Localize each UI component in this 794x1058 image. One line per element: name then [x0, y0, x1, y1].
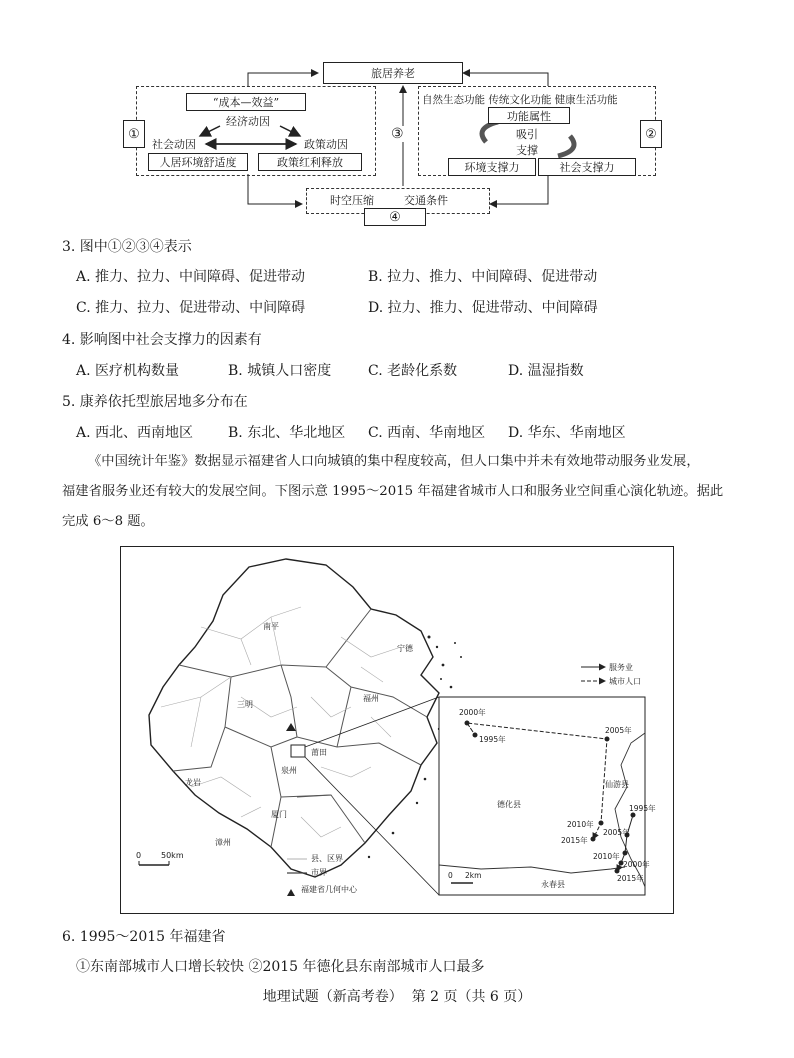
city-label-quanzhou: 泉州 [281, 766, 297, 775]
q3-option-d: D. 拉力、推力、促进带动、中间障碍 [368, 300, 598, 316]
svc-year-2005: 2005年 [603, 828, 630, 837]
legend-geometric-center: 福建省几何中心 [301, 885, 357, 894]
city-label-xiamen: 厦门 [271, 810, 287, 819]
marker-4: ④ [364, 208, 426, 226]
city-label-zhangzhou: 漳州 [215, 838, 231, 847]
q3-option-c: C. 推力、拉力、促进带动、中间障碍 [76, 300, 306, 316]
q4-option-c: C. 老龄化系数 [368, 363, 458, 379]
q4-option-d: D. 温湿指数 [508, 363, 584, 379]
q3-option-a: A. 推力、拉力、中间障碍、促进带动 [76, 269, 306, 285]
time-space-compression: 时空压缩 [330, 194, 374, 207]
question-6-stem: 6. 1995～2015 年福建省 [62, 929, 226, 945]
city-label-ningde: 宁德 [397, 644, 413, 653]
support-label: 支撑 [516, 144, 538, 157]
legend-county-boundary: 县、区界 [311, 854, 343, 863]
marker-1: ① [123, 120, 145, 148]
social-motive: 社会动因 [152, 138, 196, 151]
marker-3: ③ [391, 126, 404, 142]
social-support-box: 社会支撑力 [538, 158, 636, 176]
inset-county-dehua: 德化县 [497, 800, 521, 809]
legend-city-boundary: 市界 [311, 868, 327, 877]
top-box-tourism-elderly: 旅居养老 [323, 62, 463, 84]
policy-motive: 政策动因 [304, 138, 348, 151]
page-footer: 地理试题（新高考卷） 第 2 页（共 6 页） [262, 989, 532, 1005]
main-scale-50km: 50km [161, 851, 184, 860]
fujian-map-figure [120, 546, 674, 914]
q5-option-c: C. 西南、华南地区 [368, 425, 486, 441]
question-4-stem: 4. 影响图中社会支撑力的因素有 [62, 332, 262, 348]
q5-option-b: B. 东北、华北地区 [228, 425, 346, 441]
inset-legend-population: 城市人口 [609, 677, 641, 686]
q4-option-a: A. 医疗机构数量 [76, 363, 180, 379]
q5-option-a: A. 西北、西南地区 [76, 425, 194, 441]
city-label-putian: 莆田 [311, 748, 327, 757]
policy-dividend-box: 政策红利释放 [258, 153, 362, 171]
q5-option-d: D. 华东、华南地区 [508, 425, 626, 441]
pop-year-2000: 2000年 [459, 708, 486, 717]
pop-year-2015: 2015年 [561, 836, 588, 845]
passage-line-1: 《中国统计年鉴》数据显示福建省人口向城镇的集中程度较高，但人口集中并未有效地带动服务业发展， [88, 454, 700, 469]
svc-year-1995: 1995年 [629, 804, 656, 813]
main-scale-zero: 0 [136, 851, 142, 860]
passage-line-3: 完成 6～8 题。 [62, 514, 154, 529]
city-label-fuzhou: 福州 [363, 694, 379, 703]
functions-line: 自然生态功能 传统文化功能 健康生活功能 [422, 94, 618, 106]
q3-option-b: B. 拉力、推力、中间障碍、促进带动 [368, 269, 598, 285]
city-label-sanming: 三明 [237, 700, 253, 709]
pop-year-1995: 1995年 [479, 735, 506, 744]
passage-line-2: 福建省服务业还有较大的发展空间。下图示意 1995～2015 年福建省城市人口和服务业空间重心演化轨迹。据此 [62, 484, 724, 499]
economic-motive: 经济动因 [226, 115, 270, 128]
map-svg [121, 547, 673, 913]
inset-county-yongchun: 永春县 [541, 880, 565, 889]
q6-statements: ①东南部城市人口增长较快 ②2015 年德化县东南部城市人口最多 [76, 959, 485, 975]
cost-benefit-box: “成本—效益” [186, 93, 306, 111]
question-5-stem: 5. 康养依托型旅居地多分布在 [62, 394, 248, 410]
city-label-longyan: 龙岩 [185, 778, 201, 787]
comfort-box: 人居环境舒适度 [148, 153, 248, 171]
flow-diagram [118, 56, 678, 226]
inset-county-xianyou: 仙游县 [605, 780, 629, 789]
inset-scale-zero: 0 [448, 871, 453, 880]
svc-year-2010: 2010年 [593, 852, 620, 861]
attract-label: 吸引 [516, 128, 538, 141]
svc-year-2015: 2015年 [617, 874, 644, 883]
marker-2: ② [640, 120, 662, 148]
env-support-box: 环境支撑力 [448, 158, 536, 176]
svc-year-2000: 2000年 [623, 860, 650, 869]
inset-scale-2km: 2km [465, 871, 482, 880]
q4-option-b: B. 城镇人口密度 [228, 363, 332, 379]
inset-legend-service: 服务业 [609, 663, 633, 672]
question-3-stem: 3. 图中①②③④表示 [62, 239, 192, 255]
city-label-nanping: 南平 [263, 622, 279, 631]
function-attribute-box: 功能属性 [488, 107, 570, 124]
traffic-conditions: 交通条件 [404, 194, 448, 207]
pop-year-2005: 2005年 [605, 726, 632, 735]
pop-year-2010: 2010年 [567, 820, 594, 829]
